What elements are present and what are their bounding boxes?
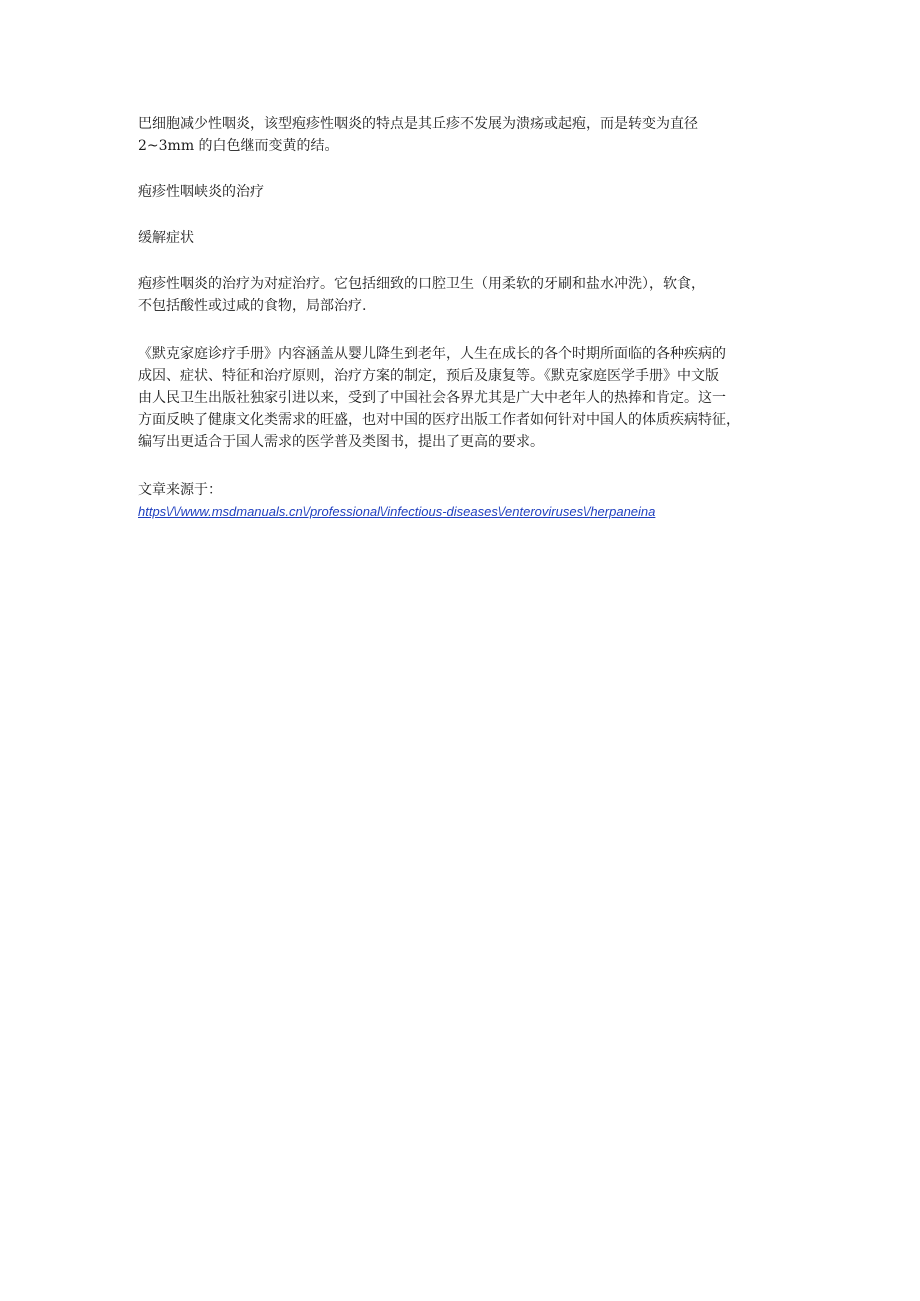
manual-line-2: 成因、症状、特征和治疗原则，治疗方案的制定，预后及康复等。《默克家庭医学手册》中文版 bbox=[138, 368, 719, 384]
intro-line-2: 2~3mm 的白色继而变黄的结。 bbox=[138, 138, 339, 154]
relief-heading bbox=[138, 227, 788, 249]
treatment-line-1: 疱疹性咽炎的治疗为对症治疗。它包括细致的口腔卫生（用柔软的牙刷和盐水冲洗），软食， bbox=[138, 276, 705, 292]
manual-line-4: 方面反映了健康文化类需求的旺盛，也对中国的医疗出版工作者如何针对中国人的体质疾病特征， bbox=[138, 412, 740, 428]
source-paragraph bbox=[138, 479, 788, 523]
source-label: 文章来源于： bbox=[138, 482, 222, 498]
document-body bbox=[138, 113, 788, 523]
treatment-paragraph bbox=[138, 273, 788, 317]
relief-heading-text: 缓解症状 bbox=[138, 230, 194, 246]
manual-line-1: 《默克家庭诊疗手册》内容涵盖从婴儿降生到老年，人生在成长的各个时期所面临的各种疾病的 bbox=[138, 346, 726, 362]
intro-paragraph bbox=[138, 113, 788, 157]
manual-line-3: 由人民卫生出版社独家引进以来，受到了中国社会各界尤其是广大中老年人的热捧和肯定。这一 bbox=[138, 390, 726, 406]
treatment-heading-text: 疱疹性咽峡炎的治疗 bbox=[138, 184, 264, 200]
treatment-heading bbox=[138, 181, 788, 203]
manual-paragraph bbox=[138, 343, 788, 453]
source-link[interactable]: https\/\/www.msdmanuals.cn\/professional\/infectious-diseases\/enteroviruses\/herpaneina bbox=[138, 504, 656, 519]
treatment-line-2: 不包括酸性或过咸的食物，局部治疗. bbox=[138, 298, 367, 314]
intro-line-1: 巴细胞减少性咽炎，该型疱疹性咽炎的特点是其丘疹不发展为溃疡或起疱，而是转变为直径 bbox=[138, 116, 698, 132]
manual-line-5: 编写出更适合于国人需求的医学普及类图书，提出了更高的要求。 bbox=[138, 434, 544, 450]
